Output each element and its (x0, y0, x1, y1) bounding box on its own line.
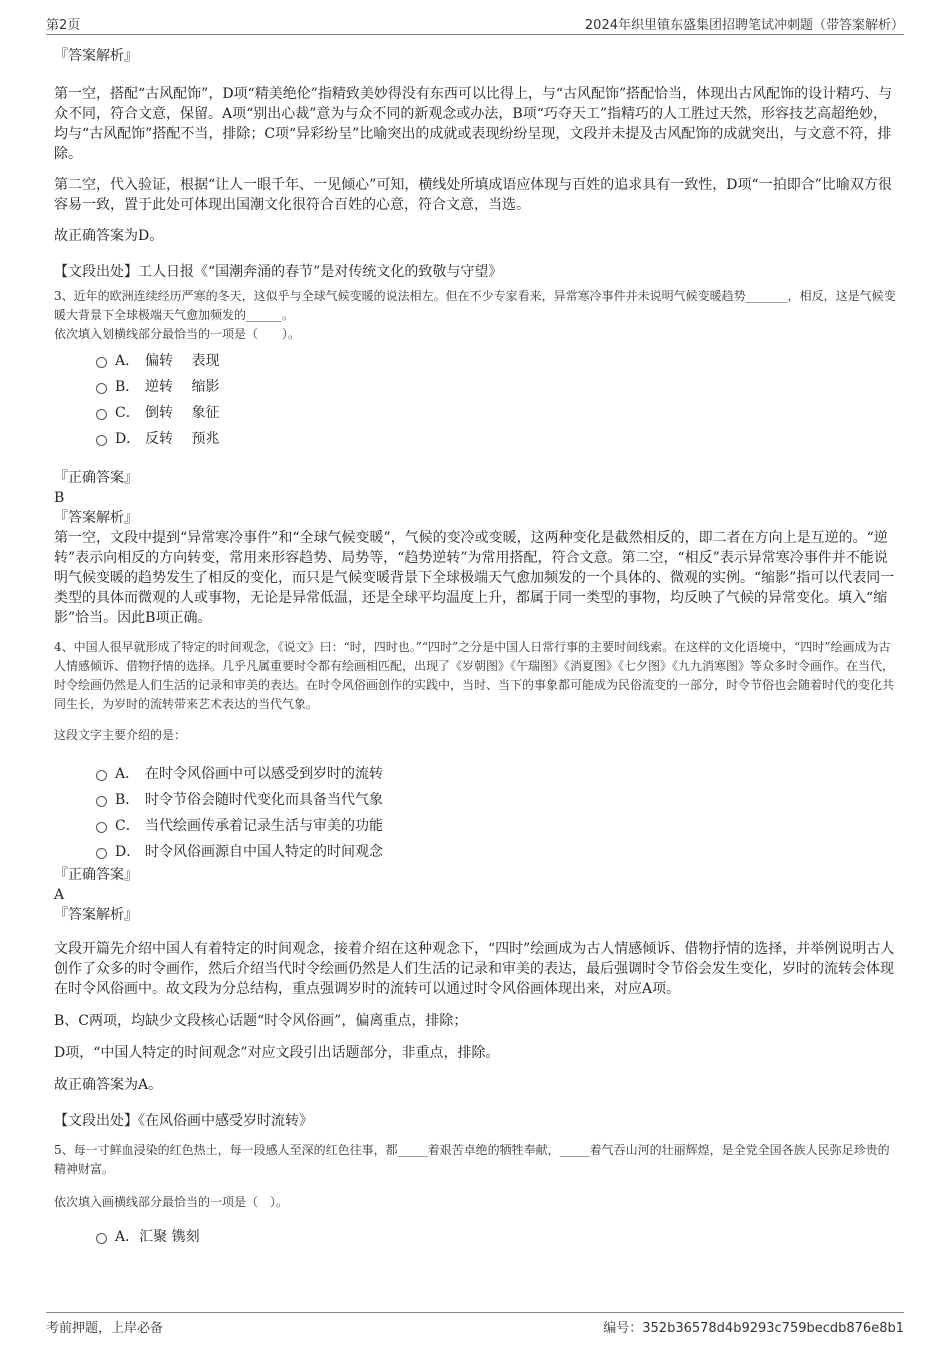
q5-instruction: 依次填入画横线部分最恰当的一项是（ ）。 (54, 1195, 289, 1209)
radio-icon[interactable] (96, 848, 107, 859)
q3-option-b[interactable]: B． 逆转 缩影 (96, 374, 896, 400)
q4-answer: A (54, 887, 65, 903)
radio-icon[interactable] (96, 357, 107, 368)
q3-answer: B (54, 490, 65, 506)
q4-stem: 4、中国人很早就形成了特定的时间观念，《说文》曰：“时，四时也。”“四时”之分是中国人日常行事的主要时间线索。在这样的文化语境中，“四时”绘画成为古人情感倾诉、借物抒情的选择。几乎凡属重要时令都有绘画相匹配，出现了《岁朝图》《午瑞图》《消夏图》《七夕图》《九九消寒图》等众多时令画作。在当代，时令绘画仍然是人们生活的记录和审美的表达。在时令风俗画创作的实践中，当时、当下的事象都可能成为民俗流变的一部分，时令节俗也会随着时代的变化共同生长，为岁时的流转带来艺术表达的当代气象。 (54, 640, 895, 711)
q4-option-c[interactable]: C． 当代绘画传承着记录生活与审美的功能 (96, 813, 896, 839)
footer-slogan: 考前押题，上岸必备 (46, 1321, 164, 1336)
q2-analysis-p2: 第二空，代入验证，根据“让人一眼千年、一见倾心”可知，横线处所填成语应体现与百姓的追求具有一致性，D项“一拍即合”比喻双方很容易一致，置于此处可体现出国潮文化很符合百姓的心意，符合文意，当选。 (54, 177, 892, 213)
q4-answer-label: 『正确答案』 (54, 867, 138, 883)
q4-source: 【文段出处】《在风俗画中感受岁时流转》 (54, 1113, 313, 1129)
q4-analysis-p2: B、C两项，均缺少文段核心话题“时令风俗画”，偏离重点，排除； (54, 1013, 468, 1029)
q4-instruction: 这段文字主要介绍的是： (54, 728, 187, 742)
radio-icon[interactable] (96, 796, 107, 807)
q4-option-d[interactable]: D． 时令风俗画源自中国人特定的时间观念 (96, 839, 896, 865)
document-body (54, 40, 896, 1250)
q4-conclusion: 故正确答案为A。 (54, 1077, 163, 1093)
page-number: 第2页 (46, 18, 81, 33)
page-header (46, 12, 904, 35)
q3-instruction: 依次填入划横线部分最恰当的一项是（ ）。 (54, 327, 301, 341)
q4-analysis-p1: 文段开篇先介绍中国人有着特定的时间观念，接着介绍在这种观念下，“四时”绘画成为古人情感倾诉、借物抒情的选择，并举例说明古人创作了众多的时令画作，然后介绍当代时令绘画仍然是人们生活的记录和审美的表达，最后强调时令节俗会发生变化，岁时的流转会体现在时令风俗画中。故文段为分总结构，重点强调岁时的流转可以通过时令风俗画体现出来，对应A项。 (54, 941, 895, 997)
q2-analysis-p1: 第一空，搭配“古风配饰”，D项“精美绝伦”指精致美妙得没有东西可以比得上，与“古风配饰”搭配恰当，体现出古风配饰的设计精巧、与众不同，符合文意，保留。A项“别出心裁”意为与众不同的新观念或办法，B项“巧夺天工”指精巧的人工胜过天然，形容技艺高超绝妙，均与“古风配饰”搭配不当，排除；C项“异彩纷呈”比喻突出的成就或表现纷纷呈现，文段并未提及古风配饰的成就突出，与文意不符，排除。 (54, 86, 893, 162)
document-id: 编号：352b36578d4b9293c759becdb876e8b1 (603, 1321, 904, 1336)
radio-icon[interactable] (96, 822, 107, 833)
q3-options (54, 348, 896, 452)
q5-options (54, 1224, 896, 1250)
radio-icon[interactable] (96, 435, 107, 446)
q3-analysis-label: 『答案解析』 (54, 510, 138, 526)
q4-analysis-label: 『答案解析』 (54, 907, 138, 923)
q3-option-c[interactable]: C． 倒转 象征 (96, 400, 896, 426)
q3-stem: 3、近年的欧洲连续经历严寒的冬天，这似乎与全球气候变暖的说法相左。但在不少专家看来，异常寒冷事件并未说明气候变暖趋势_______，相反，这是气候变暖大背景下全球极端天气愈加频发的______。 (54, 289, 896, 322)
q5-stem: 5、每一寸鲜血浸染的红色热土，每一段感人至深的红色往事，都_____着艰苦卓绝的牺牲奉献，_____着气吞山河的壮丽辉煌，是全党全国各族人民弥足珍贵的精神财富。 (54, 1143, 890, 1176)
q3-option-d[interactable]: D． 反转 预兆 (96, 426, 896, 452)
q4-option-a[interactable]: A． 在时令风俗画中可以感受到岁时的流转 (96, 761, 896, 787)
q2-conclusion: 故正确答案为D。 (54, 228, 164, 244)
document-title: 2024年织里镇东盛集团招聘笔试冲刺题（带答案解析） (584, 18, 904, 33)
q3-analysis: 第一空，文段中提到“异常寒冷事件”和“全球气候变暖”，气候的变冷或变暖，这两种变化是截然相反的，即二者在方向上是互逆的。“逆转”表示向相反的方向转变，常用来形容趋势、局势等，“趋势逆转”为常用搭配，符合文意。第二空，“相反”表示异常寒冷事件并不能说明气候变暖的趋势发生了相反的变化，而只是气候变暖背景下全球极端天气愈加频发的一个具体的、微观的实例。“缩影”指可以代表同一类型的具体而微观的人或事物，无论是异常低温，还是全球平均温度上升，都属于同一类型的事物，均反映了气候的异常变化。填入“缩影”恰当。因此B项正确。 (54, 530, 895, 626)
radio-icon[interactable] (96, 1233, 107, 1244)
radio-icon[interactable] (96, 770, 107, 781)
radio-icon[interactable] (96, 409, 107, 420)
radio-icon[interactable] (96, 383, 107, 394)
q3-answer-label: 『正确答案』 (54, 470, 138, 486)
q4-options (54, 761, 896, 865)
page-footer (46, 1312, 904, 1335)
q5-option-a[interactable]: A．汇聚 镌刻 (96, 1224, 896, 1250)
q3-option-a[interactable]: A． 偏转 表现 (96, 348, 896, 374)
q4-option-b[interactable]: B． 时令节俗会随时代变化而具备当代气象 (96, 787, 896, 813)
q2-source: 【文段出处】工人日报《“国潮奔涌的春节”是对传统文化的致敬与守望》 (54, 264, 503, 280)
q4-analysis-p3: D项，“中国人特定的时间观念”对应文段引出话题部分，非重点，排除。 (54, 1045, 500, 1061)
q2-analysis-label: 『答案解析』 (54, 48, 138, 64)
